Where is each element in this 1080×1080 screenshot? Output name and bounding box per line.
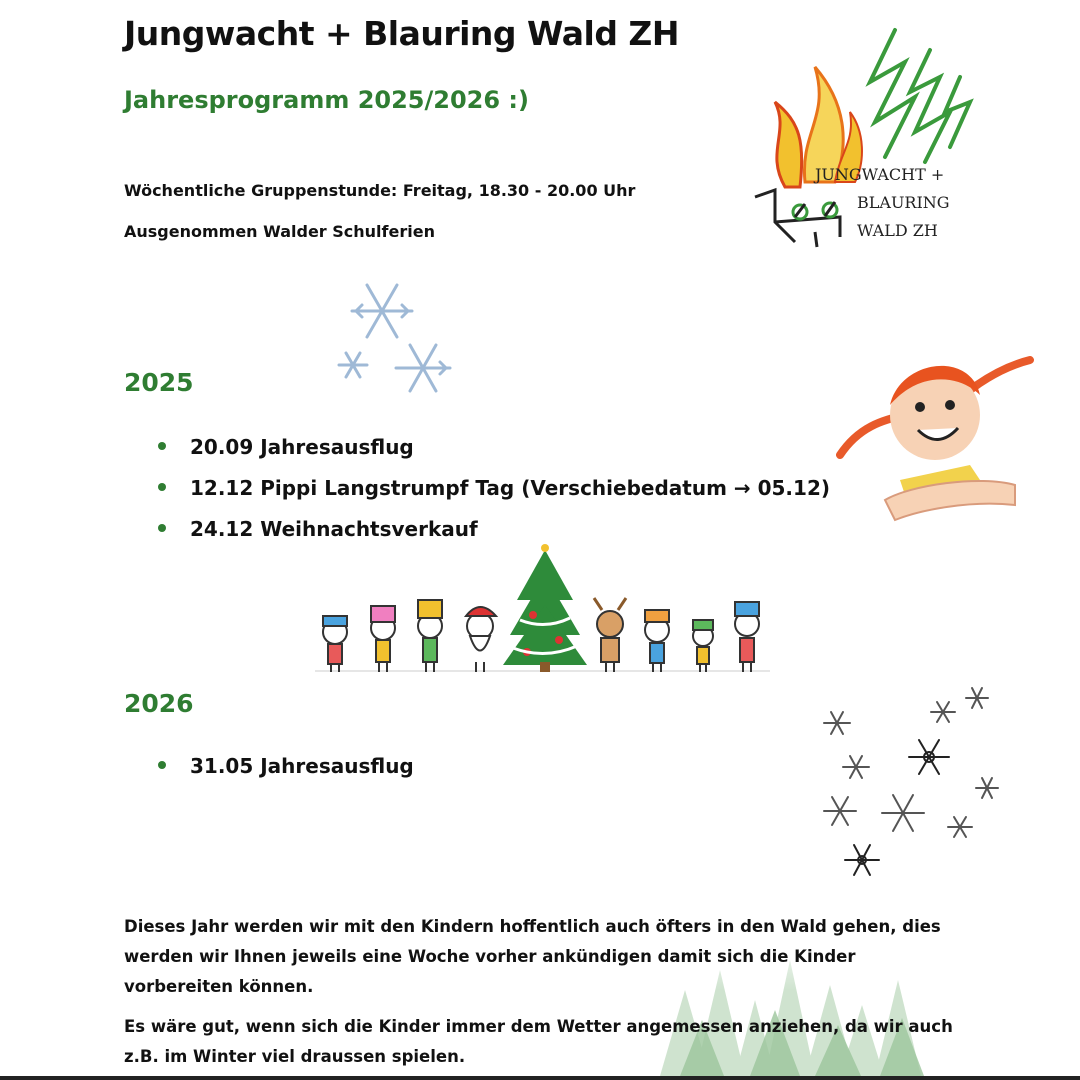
list-item: 12.12 Pippi Langstrumpf Tag (Verschiebedatum → 05.12): [158, 473, 830, 514]
logo-line-2: BLAURING: [857, 193, 950, 212]
page-title: Jungwacht + Blauring Wald ZH: [124, 14, 679, 53]
grill-icon: [755, 190, 840, 247]
page-subtitle: Jahresprogramm 2025/2026 :): [124, 86, 529, 114]
list-item: 20.09 Jahresausflug: [158, 432, 830, 473]
snowflakes-blue-icon: [330, 275, 460, 400]
event-list-2025: [158, 432, 830, 555]
logo-line-1: JUNGWACHT +: [815, 165, 945, 184]
event-list-2026: [158, 751, 414, 792]
weekly-meeting-info: Wöchentliche Gruppenstunde: Freitag, 18.30 - 20.00 Uhr: [124, 181, 636, 200]
christmas-kids-tree-illustration: [305, 540, 780, 680]
year-heading-2026: 2026: [124, 689, 194, 718]
logo-line-3: WALD ZH: [857, 221, 938, 240]
note-forest-visits: Dieses Jahr werden wir mit den Kindern hoffentlich auch öfters in den Wald gehen, dies werden wir Ihnen jeweils eine Woche vorher ankündigen damit sich die Kinder vorbereiten können.: [124, 917, 941, 996]
year-heading-2025: 2025: [124, 368, 194, 397]
jubla-logo: [745, 22, 985, 262]
pippi-illustration: [830, 335, 1040, 535]
bottom-divider: [0, 1076, 1080, 1080]
snowflakes-dark-icon: [810, 680, 1010, 880]
pine-trees-icon: [870, 30, 970, 162]
christmas-tree-icon: [503, 544, 587, 672]
list-item: 24.12 Weihnachtsverkauf: [158, 514, 830, 555]
holiday-exception-info: Ausgenommen Walder Schulferien: [124, 222, 435, 241]
note-weather-clothing: Es wäre gut, wenn sich die Kinder immer dem Wetter angemessen anziehen, da wir auch z.B. im Winter viel draussen spielen.: [124, 1017, 953, 1066]
list-item: 31.05 Jahresausflug: [158, 751, 414, 792]
